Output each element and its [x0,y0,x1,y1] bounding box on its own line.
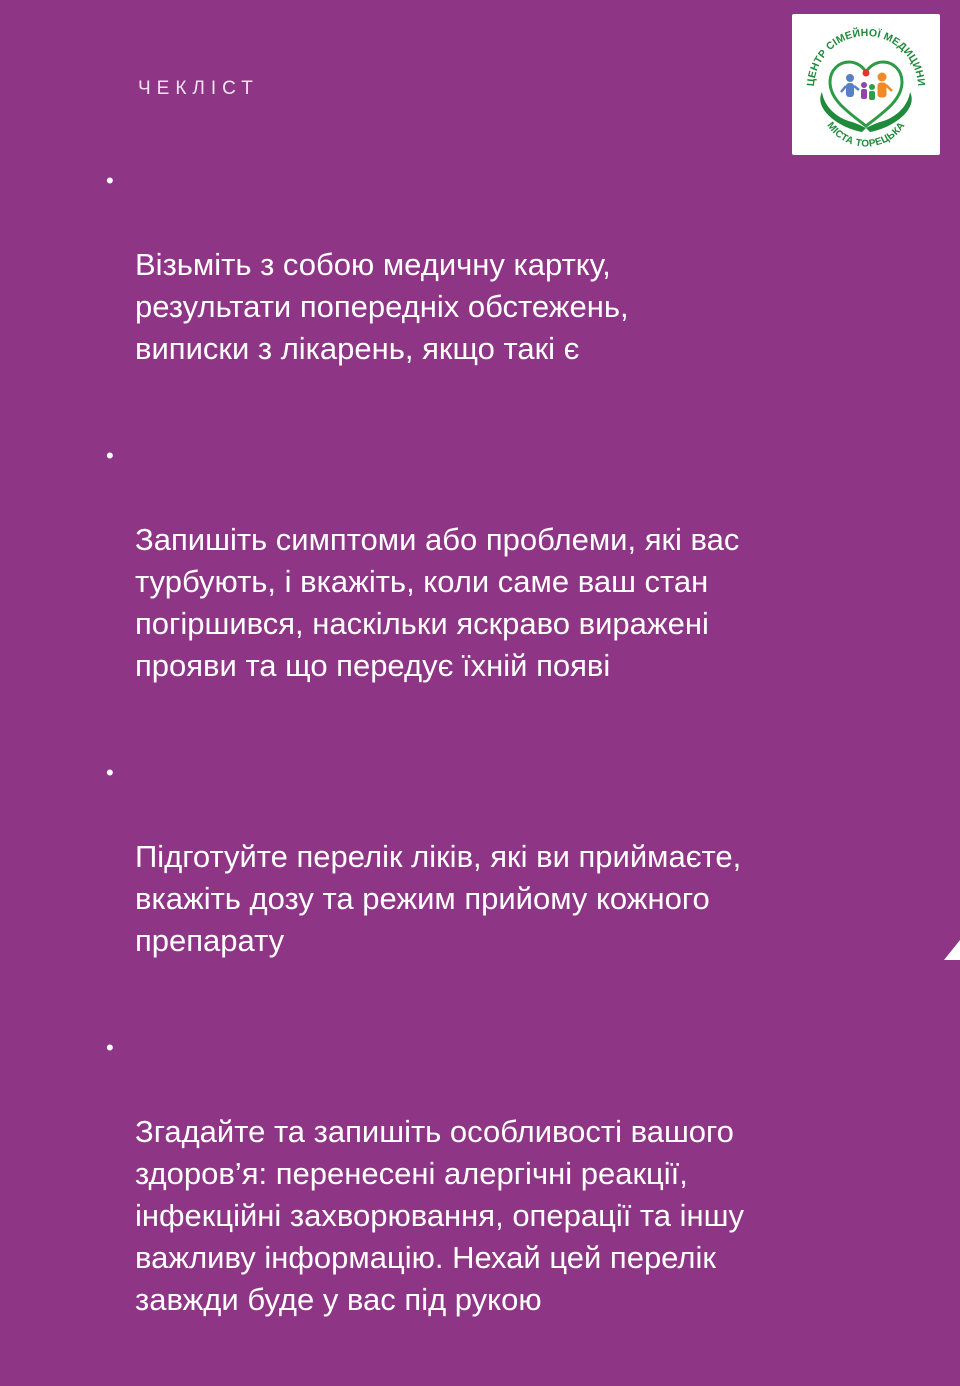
organization-logo [792,14,940,155]
checklist-item-text: Запишіть симптоми або проблеми, які вас турбують, і вкажіть, коли саме ваш стан погіршився, наскільки яскраво виражені прояви та що передує їхній появі [135,522,740,683]
bullet-icon: • [106,1035,114,1060]
bullet-icon: • [106,443,114,468]
bullet-icon: • [106,760,114,785]
bullet-icon: • [106,168,114,193]
checklist-item [100,160,880,412]
checklist-item-text: Візьміть з собою медичну картку, результати попередніх обстежень, виписки з лікарень, якщо такі є [135,247,629,366]
logo-arc-text-bottom: МІСТА ТОРЕЦЬКА [824,120,908,150]
logo-arc-text-top: ЦЕНТР СІМЕЙНОЇ МЕДИЦИНИ [804,26,928,87]
checklist-item [100,435,880,729]
checklist [100,160,880,1386]
family-figures-icon [841,70,892,101]
logo-emblem [792,14,940,155]
checklist-item-text: Згадайте та запишіть особливості вашого здоров’я: перенесені алергічні реакції, інфекційні захворювання, операції та іншу важливу інформацію. Нехай цей перелік завжди буде у вас під рукою [135,1114,745,1317]
corner-arrow-icon [940,936,960,960]
checklist-item-text: Підготуйте перелік ліків, які ви приймаєте, вкажіть дозу та режим прийому кожного препарату [135,839,742,958]
checklist-item [100,1027,880,1363]
section-label: ЧЕКЛІСТ [138,78,259,99]
checklist-item [100,752,880,1004]
